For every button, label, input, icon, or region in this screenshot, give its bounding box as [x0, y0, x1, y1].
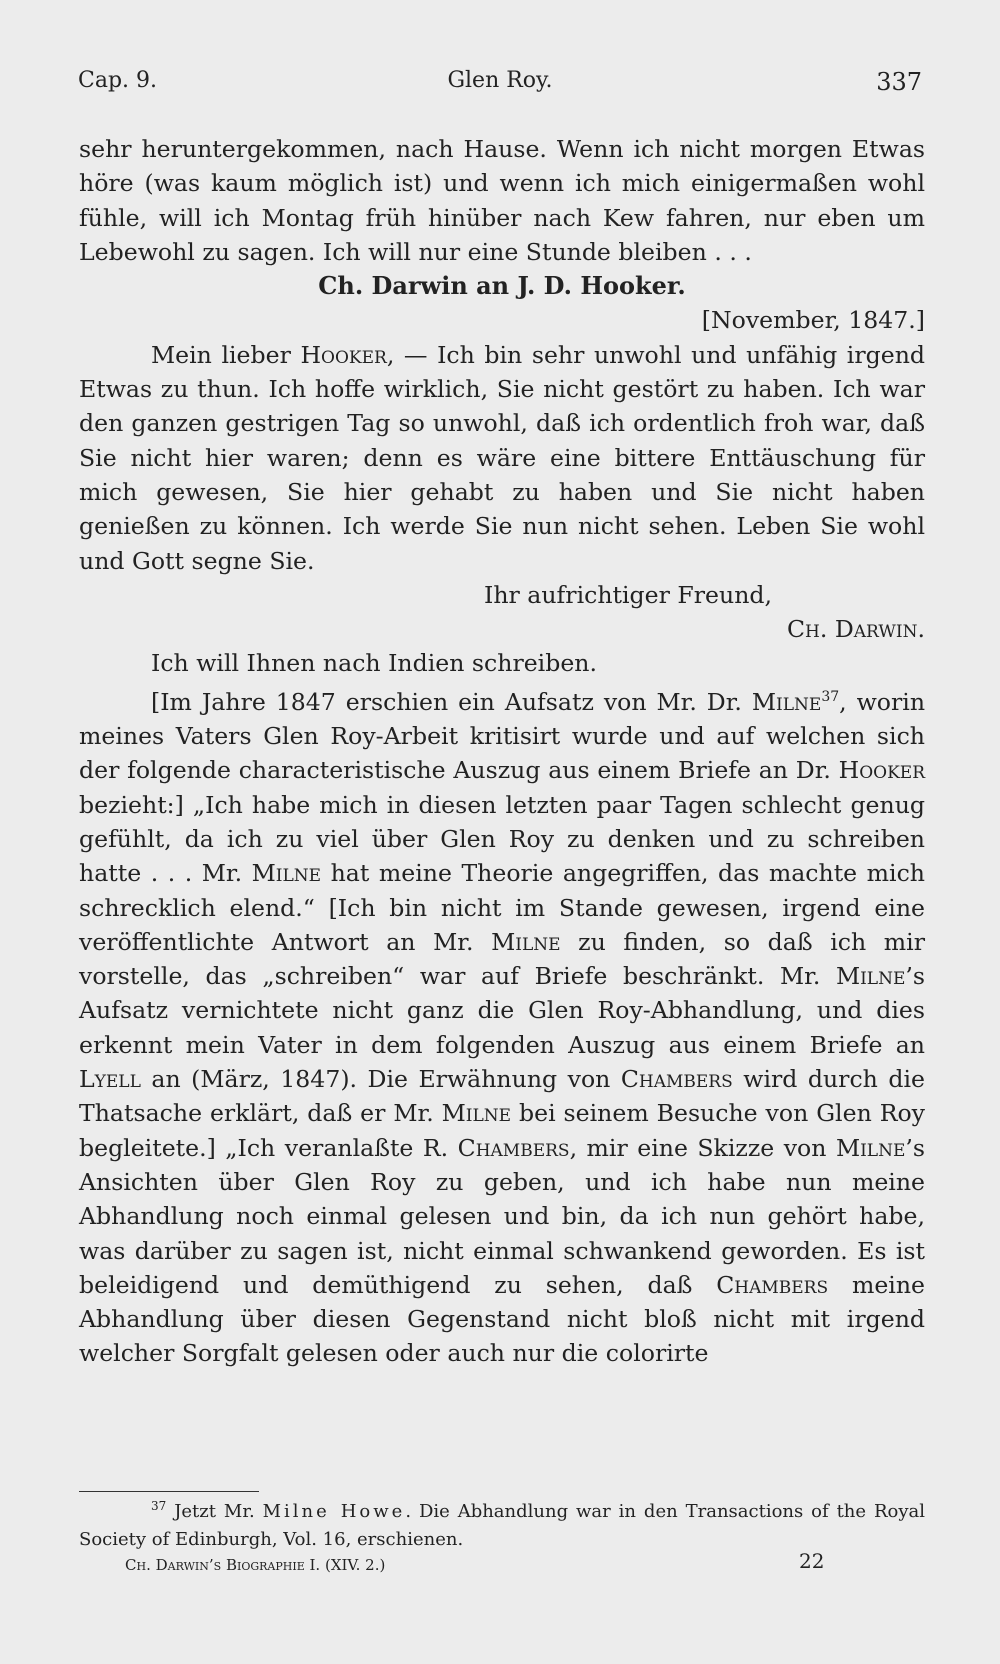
- letter-body: [79, 338, 925, 578]
- letter-signature: Ch. Darwin.: [786, 615, 925, 644]
- name-hooker: Hooker: [838, 756, 925, 785]
- salutation-name: Hooker: [300, 340, 387, 369]
- name-chambers: Chambers: [457, 1133, 570, 1162]
- printer-signature: Ch. Darwin’s Biographie I. (XIV. 2.): [125, 1556, 386, 1574]
- footnote: $^{37}$ Jetzt Mr. Milne Howe. Die Abhandlung war in den Transactions of the Royal Society of Edinburgh, Vol. 16, erschienen.: [79, 1499, 925, 1550]
- page-number: 337: [876, 68, 922, 96]
- footnote-number: 37: [151, 1499, 167, 1513]
- sheet-number: 22: [799, 1549, 825, 1573]
- running-title: Glen Roy.: [447, 68, 553, 93]
- name-milne: Milne: [835, 1133, 906, 1162]
- name-milne: Milne: [751, 687, 822, 716]
- paragraph-continuation: sehr heruntergekommen, nach Hause. Wenn ich nicht morgen Etwas höre (was kaum möglich ist) und wenn ich mich einigermaßen wohl fühle, will ich Montag früh hinüber nach Kew fahren, nur eben um Lebewohl zu sagen. Ich will nur eine Stunde bleiben . . .: [79, 135, 925, 266]
- letter-date: [November, 1847.]: [701, 306, 925, 335]
- footnote-name: Milne Howe: [262, 1501, 406, 1522]
- postscript: Ich will Ihnen nach Indien schreiben.: [151, 649, 597, 678]
- letter-text: , — Ich bin sehr unwohl und unfähig irgend Etwas zu thun. Ich hoffe wirklich, Sie nicht gestört zu haben. Ich war den ganzen gestrigen Tag so unwohl, daß ich ordentlich froh war, daß Sie nicht hier waren; denn es wäre eine bittere Enttäuschung für mich gewesen, Sie hier gehabt zu haben und Sie nicht haben genießen zu können. Ich werde Sie nun nicht sehen. Leben Sie wohl und Gott segne Sie.: [79, 340, 925, 575]
- salutation-prefix: Mein lieber: [151, 340, 301, 369]
- name-milne: Milne: [835, 962, 906, 991]
- letter-heading: Ch. Darwin an J. D. Hooker.: [318, 271, 686, 301]
- letter-closing: Ihr aufrichtiger Freund,: [484, 580, 772, 609]
- name-milne: Milne: [491, 927, 561, 956]
- running-header: [78, 68, 922, 108]
- footnote-rule: [79, 1491, 259, 1492]
- name-chambers: Chambers: [620, 1065, 733, 1094]
- editorial-paragraph: [Im Jahre 1847 erschien ein Aufsatz von Mr. Dr. Milne$^{37}$, worin meines Vaters Glen Roy-Arbeit kritisirt wurde und auf welchen sich der folgende characteristische Auszug aus einem Briefe an Dr. Hooker bezieht:] „Ich habe mich in diesen letzten paar Tagen schlecht genug gefühlt, da ich zu viel über Glen Roy zu denken und zu schreiben hatte . . . Mr. Milne hat meine Theorie angegriffen, das machte mich schrecklich elend.“ [Ich bin nicht im Stande gewesen, irgend eine veröffentlichte Antwort an Mr. Milne zu finden, so daß ich mir vorstelle, das „schreiben“ war auf Briefe beschränkt. Mr. Milne’s Aufsatz vernichtete nicht ganz die Glen Roy-Abhandlung, und dies erkennt mein Vater in dem folgenden Auszug aus einem Briefe an Lyell an (März, 1847). Die Erwähnung von Chambers wird durch die Thatsache erklärt, daß er Mr. Milne bei seinem Besuche von Glen Roy begleitete.] „Ich veranlaßte R. Chambers, mir eine Skizze von Milne’s Ansichten über Glen Roy zu geben, und ich habe nun meine Abhandlung noch einmal gelesen und bin, da ich nun gehört habe, was darüber zu sagen ist, nicht einmal schwankend geworden. Es ist beleidigend und demüthigend zu sehen, daß Chambers meine Abhandlung über diesen Gegenstand nicht bloß nicht mit irgend welcher Sorgfalt gelesen oder auch nur die colorirte: [79, 687, 926, 1368]
- chapter-label: Cap. 9.: [78, 68, 158, 93]
- name-milne: Milne: [441, 1099, 512, 1128]
- main-text: [79, 132, 925, 1371]
- name-milne: Milne: [251, 859, 322, 888]
- name-chambers: Chambers: [716, 1270, 829, 1299]
- name-lyell: Lyell: [79, 1065, 141, 1094]
- footnote-ref: 37: [821, 688, 840, 705]
